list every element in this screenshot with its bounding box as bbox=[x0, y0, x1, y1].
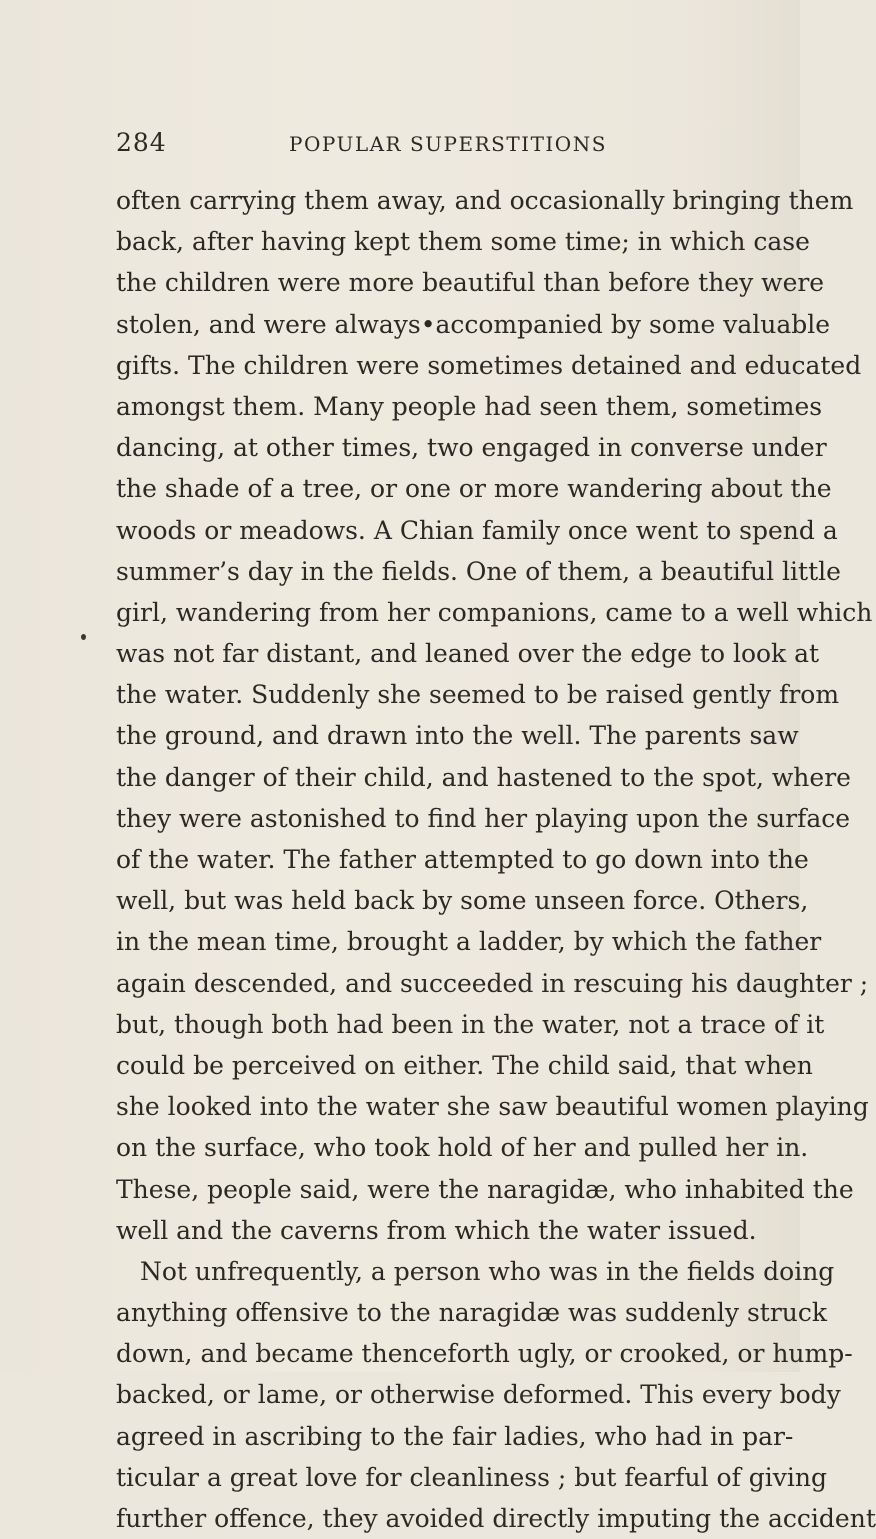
text-line: they were astonished to find her playing upon the surface bbox=[116, 803, 851, 833]
text-line: in the mean time, brought a ladder, by which the father bbox=[116, 927, 822, 957]
text-line: down, and became thenceforth ugly, or crooked, or hump- bbox=[116, 1339, 853, 1369]
text-line: further offence, they avoided directly imputing the accident bbox=[116, 1504, 876, 1533]
text-line: anything offensive to the naragidæ was suddenly struck bbox=[116, 1298, 828, 1328]
text-line: girl, wandering from her companions, came to a well which bbox=[116, 597, 873, 627]
text-line: woods or meadows. A Chian family once went to spend a bbox=[116, 515, 838, 545]
text-line: ticular a great love for cleanliness ; but fearful of giving bbox=[116, 1462, 827, 1492]
text-line: on the surface, who took hold of her and pulled her in. bbox=[116, 1133, 809, 1163]
text-line: stolen, and were always•accompanied by some valuable bbox=[116, 309, 831, 339]
text-line: the ground, and drawn into the well. The parents saw bbox=[116, 721, 799, 751]
text-line: the children were more beautiful than before they were bbox=[116, 268, 825, 298]
page-header bbox=[116, 128, 736, 168]
text-line: often carrying them away, and occasionally bringing them bbox=[116, 186, 854, 215]
text-line: she looked into the water she saw beautiful women playing bbox=[116, 1092, 869, 1122]
text-line: of the water. The father attempted to go down into the bbox=[116, 845, 809, 874]
text-line: again descended, and succeeded in rescuing his daughter ; bbox=[116, 968, 869, 998]
text-line: dancing, at other times, two engaged in converse under bbox=[116, 433, 827, 463]
page-number: 284 bbox=[116, 128, 167, 157]
text-line: agreed in ascribing to the fair ladies, who had in par- bbox=[116, 1421, 794, 1451]
paragraph-end-line: well and the caverns from which the water issued. bbox=[116, 1215, 757, 1245]
text-line: backed, or lame, or otherwise deformed. This every body bbox=[116, 1380, 841, 1410]
text-line: well, but was held back by some unseen force. Others, bbox=[116, 886, 809, 916]
text-line: gifts. The children were sometimes detained and educated bbox=[116, 350, 862, 380]
running-title: POPULAR SUPERSTITIONS bbox=[289, 132, 607, 156]
body-text bbox=[116, 180, 876, 1539]
ink-speck bbox=[81, 634, 86, 640]
text-line: could be perceived on either. The child said, that when bbox=[116, 1050, 813, 1080]
paragraph-start-line: Not unfrequently, a person who was in the fields doing bbox=[140, 1256, 835, 1286]
text-line: the danger of their child, and hastened to the spot, where bbox=[116, 762, 851, 792]
text-line: amongst them. Many people had seen them, sometimes bbox=[116, 391, 823, 421]
text-line: These, people said, were the naragidæ, who inhabited the bbox=[116, 1174, 854, 1204]
text-line: summer’s day in the fields. One of them, a beautiful little bbox=[116, 556, 841, 586]
text-line: was not far distant, and leaned over the edge to look at bbox=[116, 639, 820, 669]
text-line: the water. Suddenly she seemed to be raised gently from bbox=[116, 680, 840, 710]
text-line: the shade of a tree, or one or more wandering about the bbox=[116, 474, 832, 504]
text-line: but, though both had been in the water, not a trace of it bbox=[116, 1009, 825, 1039]
text-line: back, after having kept them some time; in which case bbox=[116, 227, 810, 257]
